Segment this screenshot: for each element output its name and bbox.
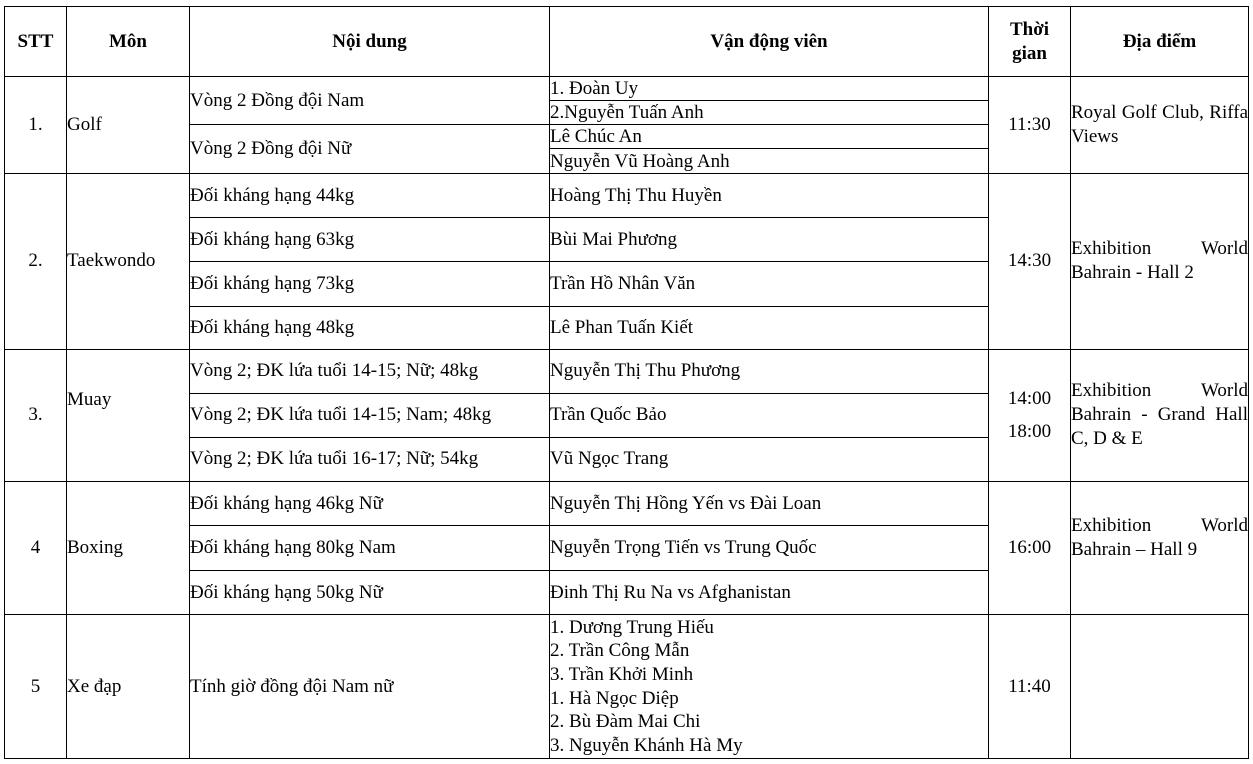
header-mon: Môn [67,7,190,77]
event-cell: Vòng 2; ĐK lứa tuổi 14-15; Nữ; 48kg [190,349,550,393]
time-cell [989,349,1071,481]
event-cell: Đối kháng hạng 50kg Nữ [190,571,550,615]
athlete-cell: Lê Phan Tuấn Kiết [550,306,989,349]
table-row [5,349,1249,393]
header-thoi-gian: Thời gian [989,7,1071,77]
header-noi-dung: Nội dung [190,7,550,77]
time-start: 14:00 [1007,388,1052,410]
athlete-cell [550,615,989,759]
athlete-cell: Trần Quốc Bảo [550,393,989,437]
time-cell: 14:30 [989,174,1071,349]
event-cell: Đối kháng hạng 48kg [190,306,550,349]
athlete-cell: Nguyễn Vũ Hoàng Anh [550,149,989,174]
athlete-cell: Bùi Mai Phương [550,218,989,262]
event-cell: Vòng 2 Đồng đội Nữ [190,125,550,174]
athlete-cell: Lê Chúc An [550,125,989,149]
table-row [5,482,1249,526]
time-end: 18:00 [1007,421,1052,443]
event-cell: Đối kháng hạng 63kg [190,218,550,262]
athlete-cell: Nguyễn Trọng Tiến vs Trung Quốc [550,526,989,571]
athlete-line: 1. Hà Ngọc Diệp [550,687,679,709]
athlete-cell: Nguyễn Thị Hồng Yến vs Đài Loan [550,482,989,526]
schedule-table [4,6,1249,759]
sport-cell: Boxing [67,482,190,615]
athlete-line: 3. Trần Khởi Minh [550,663,694,685]
athlete-cell: Đinh Thị Ru Na vs Afghanistan [550,571,989,615]
athlete-line: 3. Nguyễn Khánh Hà My [550,735,743,757]
venue-cell: Exhibition World Bahrain – Hall 9 [1071,482,1249,615]
table-row [5,615,1249,759]
athlete-cell: Vũ Ngọc Trang [550,437,989,481]
venue-cell: Exhibition World Bahrain - Grand Hall C, D & E [1071,349,1249,481]
athlete-line: 2. Trần Công Mẫn [550,640,690,662]
athlete-line: 1. Dương Trung Hiếu [550,616,714,638]
event-cell: Đối kháng hạng 46kg Nữ [190,482,550,526]
time-cell: 11:40 [989,615,1071,759]
sport-cell: Golf [67,77,190,174]
stt-cell: 4 [5,482,67,615]
header-stt: STT [5,7,67,77]
athlete-cell: 2.Nguyễn Tuấn Anh [550,101,989,125]
table-row [5,174,1249,218]
stt-cell: 1. [5,77,67,174]
stt-cell: 2. [5,174,67,349]
athlete-cell: 1. Đoàn Uy [550,77,989,101]
time-cell: 11:30 [989,77,1071,174]
athlete-cell: Nguyễn Thị Thu Phương [550,349,989,393]
sport-cell: Muay [67,349,190,481]
athlete-line: 2. Bù Đàm Mai Chi [550,711,701,733]
header-dia-diem: Địa điểm [1071,7,1249,77]
athlete-cell: Trần Hồ Nhân Văn [550,262,989,306]
header-row [5,7,1249,77]
sport-cell: Xe đạp [67,615,190,759]
event-cell: Vòng 2; ĐK lứa tuổi 14-15; Nam; 48kg [190,393,550,437]
event-cell: Đối kháng hạng 44kg [190,174,550,218]
venue-cell: Royal Golf Club, Riffa Views [1071,77,1249,174]
event-cell: Vòng 2; ĐK lứa tuổi 16-17; Nữ; 54kg [190,437,550,481]
header-van-dong-vien: Vận động viên [550,7,989,77]
venue-cell: Exhibition World Bahrain - Hall 2 [1071,174,1249,349]
event-cell: Đối kháng hạng 73kg [190,262,550,306]
stt-cell: 5 [5,615,67,759]
athlete-cell: Hoàng Thị Thu Huyền [550,174,989,218]
table-row [5,77,1249,101]
sport-cell: Taekwondo [67,174,190,349]
time-cell: 16:00 [989,482,1071,615]
stt-cell: 3. [5,349,67,481]
event-cell: Vòng 2 Đồng đội Nam [190,77,550,125]
event-cell: Tính giờ đồng đội Nam nữ [190,615,550,759]
event-cell: Đối kháng hạng 80kg Nam [190,526,550,571]
venue-cell [1071,615,1249,759]
